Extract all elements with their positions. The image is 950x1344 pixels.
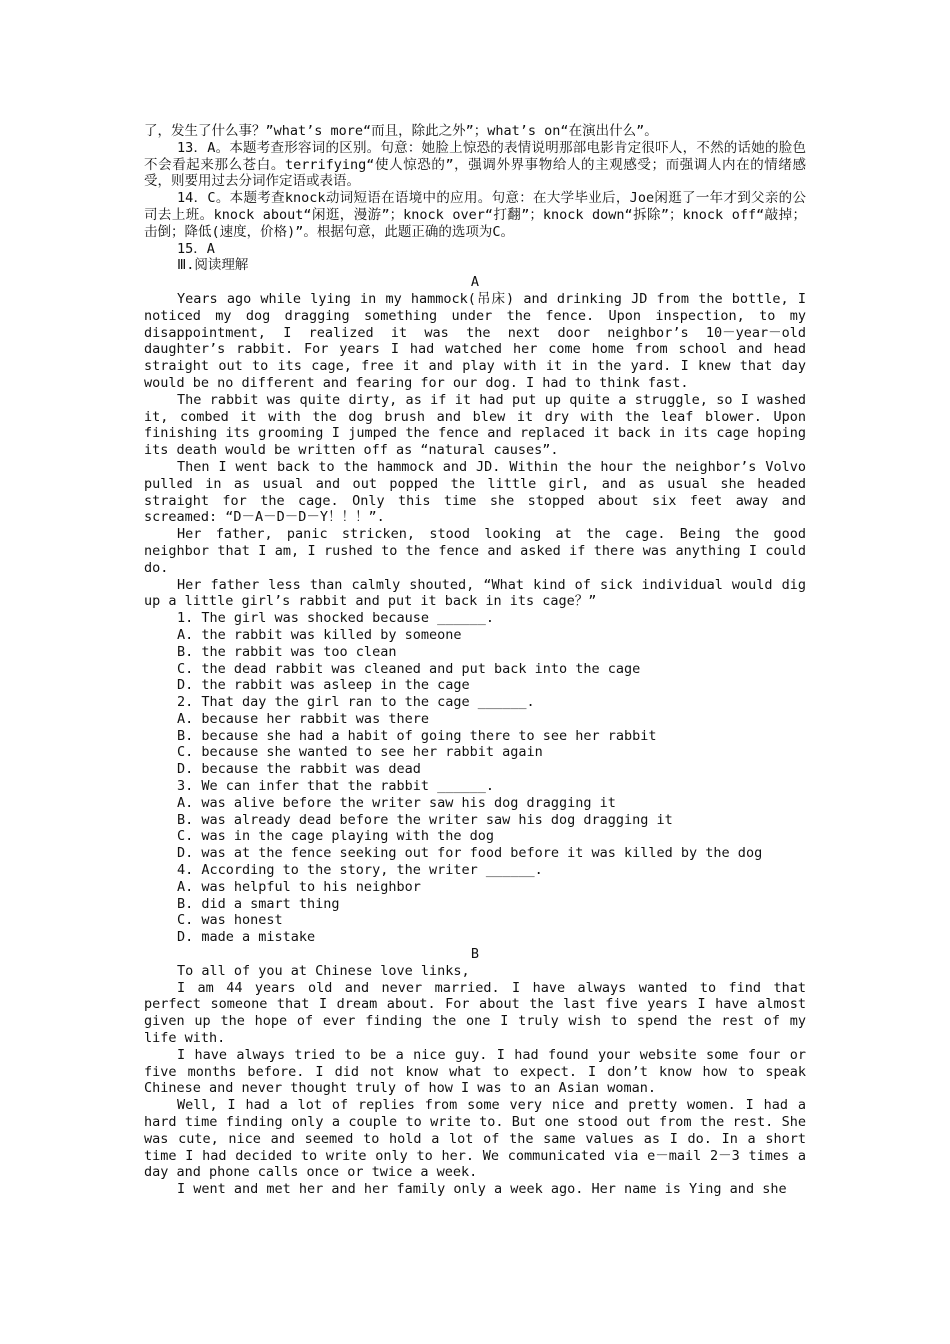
passage-b-label: B xyxy=(470,946,480,963)
passage-b-paragraph: I went and met her and her family only a week ago. Her name is Ying and she xyxy=(177,1181,787,1198)
answer-15: 15．A xyxy=(177,240,215,257)
question-stem: 2. That day the girl ran to the cage ______. xyxy=(177,694,535,711)
answer-12-tail: 了，发生了什么事？”what’s more“而且，除此之外”；what’s on“在演出什么”。 xyxy=(144,123,658,139)
question-option: A. was alive before the writer saw his dog dragging it xyxy=(177,794,616,811)
question-option: C. was in the cage playing with the dog xyxy=(177,828,494,845)
passage-a-label: A xyxy=(470,274,480,291)
passage-a-paragraph: The rabbit was quite dirty, as if it had put up quite a struggle, so I washed it, combed it with the dog brush and blew it dry with the leaf blower. Upon finishing its grooming I jumped the fence and replaced it back in its cage hoping its death would be written off as “natural causes”. xyxy=(144,391,806,459)
passage-a-paragraph: Then I went back to the hammock and JD. Within the hour the neighbor’s Volvo pulled in as usual and out popped the little girl, and as usual she headed straight for the cage. Only this time she stopped about six feet away and screamed: “D－A－D－D－Y！！！”. xyxy=(144,458,806,526)
question-2 xyxy=(144,694,806,778)
question-option: A. was helpful to his neighbor xyxy=(177,878,421,895)
question-option: D. the rabbit was asleep in the cage xyxy=(177,677,470,694)
question-option: D. was at the fence seeking out for food before it was killed by the dog xyxy=(177,845,763,862)
passage-b-paragraph: I have always tried to be a nice guy. I had found your website some four or five months before. I did not know what to expect. I don’t know how to speak Chinese and never thought truly of how I was to an Asian woman. xyxy=(144,1046,806,1097)
question-stem: 1. The girl was shocked because ______. xyxy=(177,610,494,627)
passage-a-paragraph: Years ago while lying in my hammock(吊床) and drinking JD from the bottle, I noticed my dog dragging something under the fence. Upon inspection, to my disappointment, I realized it was the next door neighbor’s 10－year－old daughter’s rabbit. For years I had watched her come home from school and head straight out to its cage, free it and play with it in the yard. I knew that day would be no different and fearing for our dog. I had to think fast. xyxy=(144,290,806,391)
question-option: C. was honest xyxy=(177,912,283,929)
passage-b-salutation: To all of you at Chinese love links, xyxy=(177,962,470,979)
question-option: D. because the rabbit was dead xyxy=(177,761,421,778)
section-title: Ⅲ.阅读理解 xyxy=(177,257,249,274)
answer-13: 13．A。本题考查形容词的区别。句意：她脸上惊恐的表情说明那部电影肯定很吓人，不然的话她的脸色不会看起来那么苍白。terrifying“使人惊恐的”，强调外界事物给人的主观感受；而强调人内在的情绪感受，则要用过去分词作定语或表语。 xyxy=(144,139,806,190)
question-option: C. because she wanted to see her rabbit again xyxy=(177,744,543,761)
question-option: B. did a smart thing xyxy=(177,895,340,912)
question-option: A. because her rabbit was there xyxy=(177,710,429,727)
question-stem: 4. According to the story, the writer ______. xyxy=(177,862,543,879)
question-1 xyxy=(144,610,806,694)
question-option: A. the rabbit was killed by someone xyxy=(177,626,462,643)
question-option: C. the dead rabbit was cleaned and put back into the cage xyxy=(177,660,641,677)
passage-a-paragraph: Her father less than calmly shouted, “What kind of sick individual would dig up a little girl’s rabbit and put it back in its cage？” xyxy=(144,576,806,610)
passage-a-paragraph: Her father, panic stricken, stood looking at the cage. Being the good neighbor that I am, I rushed to the fence and asked if there was anything I could do. xyxy=(144,526,806,576)
question-option: D. made a mistake xyxy=(177,929,316,946)
question-option: B. the rabbit was too clean xyxy=(177,643,397,660)
question-3 xyxy=(144,778,806,862)
document-page xyxy=(144,123,806,1198)
question-option: B. was already dead before the writer saw his dog dragging it xyxy=(177,811,673,828)
question-4 xyxy=(144,862,806,946)
question-stem: 3. We can infer that the rabbit ______. xyxy=(177,778,494,795)
question-option: B. because she had a habit of going there to see her rabbit xyxy=(177,727,657,744)
answer-14: 14．C。本题考查knock动词短语在语境中的应用。句意：在大学毕业后，Joe闲逛了一年才到父亲的公司去上班。knock about“闲逛，漫游”；knock over“打翻”；knock down“拆除”；knock off“敲掉；击倒；降低(速度，价格)”。根据句意，此题正确的选项为C。 xyxy=(144,190,806,240)
passage-b-paragraph: Well, I had a lot of replies from some very nice and pretty women. I had a hard time finding only a couple to write to. But one stood out from the rest. She was cute, nice and seemed to hold a lot of the same values as I do. In a short time I had decided to write only to her. We communicated via e－mail 2－3 times a day and phone calls once or twice a week. xyxy=(144,1097,806,1181)
passage-b-paragraph: I am 44 years old and never married. I have always wanted to find that perfect someone that I dream about. For about the last five years I have almost given up the hope of ever finding the one I truly wish to spend the rest of my life with. xyxy=(144,979,806,1047)
